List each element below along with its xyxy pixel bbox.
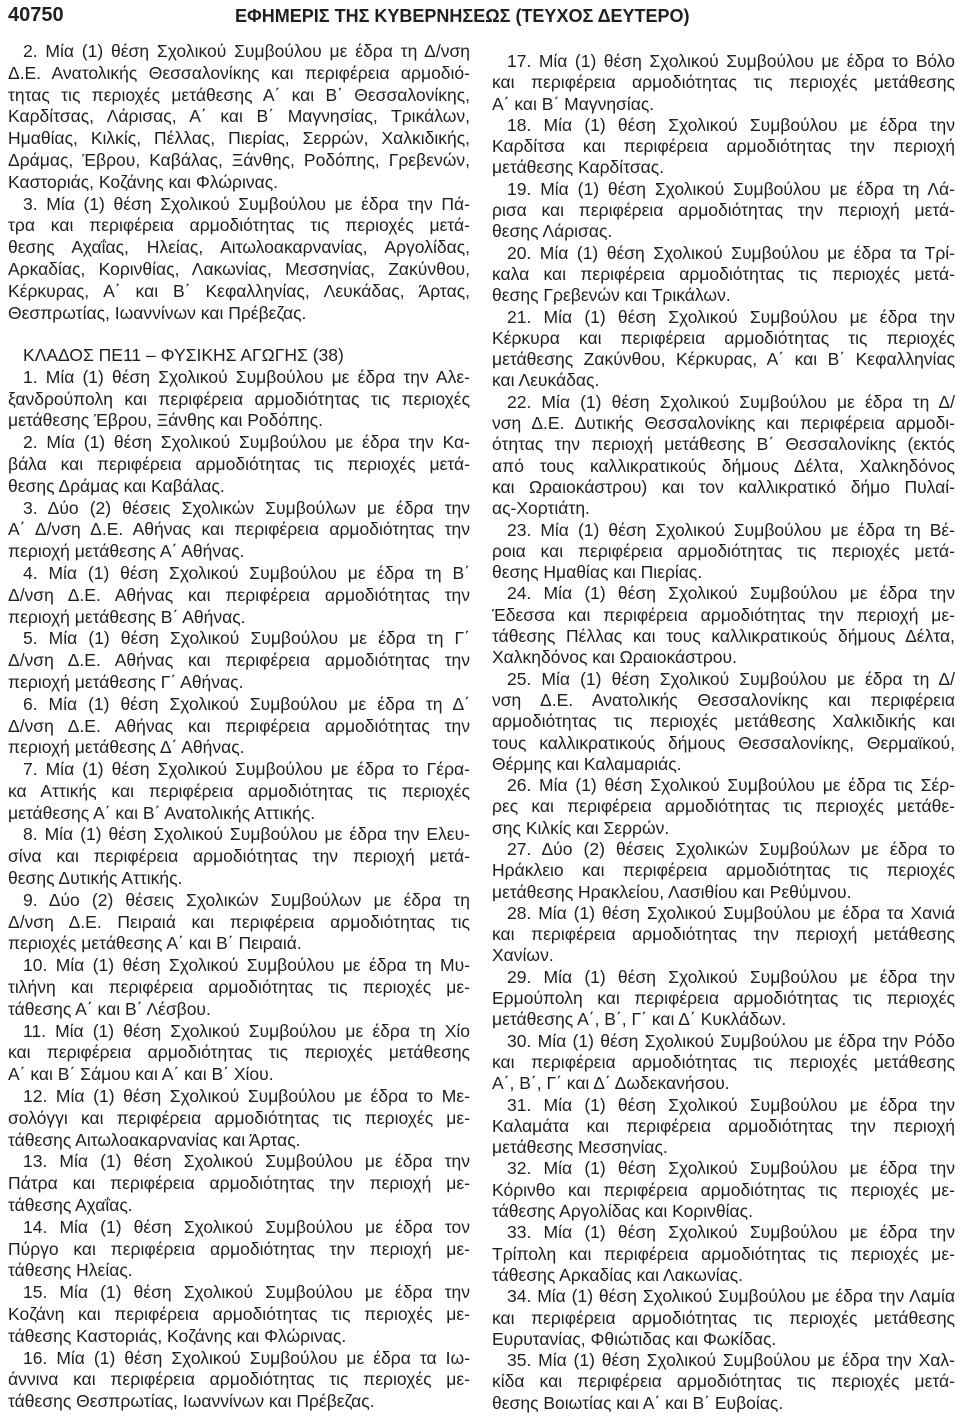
line-text: 9. Δύο (2) θέσεις Σχολικών Συμβούλων με έδρα τη xyxy=(23,889,470,910)
text-line xyxy=(492,349,955,370)
line-text: νση Δ.Ε. Δυτικής Θεσσαλονίκης και περιφέρεια αρμοδι- xyxy=(492,413,955,434)
left-column xyxy=(8,41,470,1413)
line-text: μετάθεσης Ηρακλείου, Λασιθίου και Ρεθύμνου. xyxy=(492,881,852,902)
text-line xyxy=(492,690,955,711)
text-line xyxy=(8,1369,470,1391)
text-line xyxy=(8,1195,470,1217)
text-line xyxy=(492,754,955,775)
text-line xyxy=(492,1073,955,1094)
line-text: μετάθεσης Καρδίτσας. xyxy=(492,157,665,178)
line-text: τάθεσης Αργολίδας και Κορινθίας. xyxy=(492,1201,753,1222)
text-line xyxy=(8,1021,470,1043)
line-text: τάθεσης Αρκαδίας και Λακωνίας. xyxy=(492,1264,743,1285)
line-text: 35. Μία (1) θέση Σχολικού Συμβούλου με έδρα την Χαλ- xyxy=(507,1350,955,1371)
paragraph xyxy=(8,890,470,955)
line-text: Καστοριάς, Κοζάνης και Φλώρινας. xyxy=(8,171,279,192)
text-line xyxy=(492,520,955,541)
text-line xyxy=(492,1031,955,1052)
paragraph xyxy=(492,903,955,967)
line-text: ροια και περιφέρεια αρμοδιότητας τις περιοχές μετά- xyxy=(492,540,955,561)
paragraph xyxy=(8,694,470,759)
line-text: 1. Μία (1) θέση Σχολικού Συμβούλου με έδρα την Αλε- xyxy=(23,366,470,387)
paragraph xyxy=(492,1286,955,1350)
line-text: τους καλλικρατικούς δήμους Θεσσαλονίκης, Θερμαϊκού, xyxy=(492,732,955,753)
line-text: 34. Μία (1) θέση Σχολικού Συμβούλου με έδρα την Λαμία xyxy=(507,1286,955,1307)
page-number: 40750 xyxy=(8,4,64,26)
text-line xyxy=(8,345,470,367)
text-line xyxy=(8,999,470,1021)
text-line xyxy=(8,737,470,759)
line-text: μετάθεσης Ζακύνθου, Κέρκυρας, Α΄ και Β΄ Κεφαλληνίας xyxy=(492,349,955,370)
paragraph xyxy=(492,307,955,392)
text-line xyxy=(8,389,470,411)
text-line xyxy=(8,367,470,389)
text-line xyxy=(8,1064,470,1086)
paragraph xyxy=(492,583,955,668)
line-text: περιοχές μετάθεσης Α΄ και Β΄ Πειραιά. xyxy=(8,933,302,954)
line-text: Τρίπολη και περιφέρεια αρμοδιότητας τις περιοχές με- xyxy=(492,1243,955,1264)
line-text: περιοχή μετάθεσης Β΄ Αθήνας. xyxy=(8,606,246,627)
text-line xyxy=(8,172,470,194)
text-line xyxy=(492,370,955,391)
text-line xyxy=(492,626,955,647)
text-line xyxy=(492,1137,955,1158)
line-text: και περιφέρεια αρμοδιότητας την περιοχή μετάθεσης xyxy=(492,924,955,945)
line-text: 17. Μία (1) θέση Σχολικού Συμβούλου με έδρα το Βόλο xyxy=(507,51,955,71)
text-line xyxy=(8,912,470,934)
text-line xyxy=(492,115,955,136)
line-text: 26. Μία (1) θέση Σχολικού Συμβούλου με έδρα τις Σέρ- xyxy=(507,775,955,796)
text-line xyxy=(8,1260,470,1282)
paragraph xyxy=(8,367,470,432)
text-line xyxy=(492,94,955,115)
line-text: Κέρκυρα και περιφέρεια αρμοδιότητας τις περιοχές xyxy=(492,327,955,348)
line-text: καλα και περιφέρεια αρμοδιότητας τις περιοχές μετά- xyxy=(492,263,955,284)
paragraph xyxy=(8,1021,470,1086)
text-line xyxy=(8,303,470,325)
line-text: σίνα και περιφέρεια αρμοδιότητας την περιοχή μετά- xyxy=(8,846,470,867)
text-line xyxy=(492,200,955,221)
gazette-title: ΕΦΗΜΕΡΙΣ ΤΗΣ ΚΥΒΕΡΝΗΣΕΩΣ (ΤΕΥΧΟΣ ΔΕΥΤΕΡΟ) xyxy=(235,6,690,26)
text-line xyxy=(492,924,955,945)
text-line xyxy=(492,307,955,328)
line-text: και περιφέρεια αρμοδιότητας τις περιοχές μετάθεσης xyxy=(492,1051,955,1072)
line-text: κίδα και περιφέρεια αρμοδιότητας τις περιοχές μετά- xyxy=(492,1371,955,1392)
line-text: τάθεσης Αιτωλοακαρνανίας και Άρτας. xyxy=(8,1129,301,1150)
line-text: 32. Μία (1) θέση Σχολικού Συμβούλου με έδρα την xyxy=(507,1158,955,1179)
line-text: 19. Μία (1) θέση Σχολικού Συμβούλου με έδρα τη Λά- xyxy=(507,178,955,199)
paragraph xyxy=(492,1031,955,1095)
text-line xyxy=(492,605,955,626)
line-text: τητας τις περιοχές μετάθεσης Α΄ και Β΄ Θεσσαλονίκης, xyxy=(8,84,470,105)
line-text: 10. Μία (1) θέση Σχολικού Συμβούλου με έδρα τη Μυ- xyxy=(23,955,470,976)
line-text: Αρκαδίας, Κορινθίας, Λακωνίας, Μεσσηνίας, Ζακύνθου, xyxy=(8,258,470,279)
line-text: Χαλκηδόνος και Ωραιοκάστρου. xyxy=(492,647,737,668)
text-line xyxy=(492,541,955,562)
line-text: Δράμας, Έβρου, Καβάλας, Ξάνθης, Ροδόπης, Γρεβενών, xyxy=(8,149,470,170)
line-text: περιοχή μετάθεσης Δ΄ Αθήνας. xyxy=(8,737,245,758)
text-line xyxy=(8,585,470,607)
text-line xyxy=(8,85,470,107)
line-text: 30. Μία (1) θέση Σχολικού Συμβούλου με έδρα την Ρόδο xyxy=(507,1030,955,1051)
paragraph xyxy=(8,432,470,497)
line-text: Καρδίτσας, Λάρισας, Α΄ και Β΄ Μαγνησίας, Τρικάλων, xyxy=(8,106,470,127)
text-line xyxy=(8,607,470,629)
line-text: Καλαμάτα και περιφέρεια αρμοδιότητας την περιοχή xyxy=(492,1115,955,1136)
text-line xyxy=(8,759,470,781)
text-line xyxy=(8,1348,470,1370)
line-text: Ηράκλειο και περιφέρεια αρμοδιότητας τις περιοχές xyxy=(492,860,955,881)
text-line xyxy=(492,988,955,1009)
text-line xyxy=(492,1158,955,1179)
paragraph xyxy=(492,669,955,775)
paragraph xyxy=(492,967,955,1031)
line-text: Θέρμης και Καλαμαριάς. xyxy=(492,753,682,774)
text-line xyxy=(492,1371,955,1392)
paragraph xyxy=(8,498,470,563)
paragraph xyxy=(8,563,470,628)
text-line xyxy=(8,1282,470,1304)
text-line xyxy=(492,839,955,860)
text-line xyxy=(8,933,470,955)
line-text: Θεσπρωτίας, Ιωαννίνων και Πρέβεζας. xyxy=(8,302,307,323)
text-line xyxy=(8,1239,470,1261)
paragraph xyxy=(8,759,470,824)
line-text: 7. Μία (1) θέση Σχολικού Συμβούλου με έδρα το Γέρα- xyxy=(23,759,470,780)
line-text: σης Κιλκίς και Σερρών. xyxy=(492,817,670,838)
line-text: τιλήνη και περιφέρεια αρμοδιότητας τις περιοχές με- xyxy=(8,977,470,998)
text-line xyxy=(8,281,470,303)
text-line xyxy=(8,541,470,563)
line-text: τάθεσης Καστοριάς, Κοζάνης και Φλώρινας. xyxy=(8,1325,347,1346)
line-text: Α΄ Δ/νση Δ.Ε. Αθήνας και περιφέρεια αρμοδιότητας την xyxy=(8,519,470,540)
text-line xyxy=(8,803,470,825)
line-text: άννινα και περιφέρεια αρμοδιότητας τις περιοχές με- xyxy=(8,1369,470,1390)
line-text: περιοχή μετάθεσης Γ΄ Αθήνας. xyxy=(8,671,244,692)
paragraph xyxy=(8,1348,470,1413)
line-text: 22. Μία (1) θέση Σχολικού Συμβούλου με έδρα τη Δ/ xyxy=(507,391,955,412)
line-text: τάθεσης Α΄ και Β΄ Λέσβου. xyxy=(8,998,211,1019)
text-line xyxy=(492,1009,955,1030)
line-text: Ερμούπολη και περιφέρεια αρμοδιότητας τις περιοχές xyxy=(492,988,955,1009)
text-line xyxy=(492,51,955,72)
text-line xyxy=(8,563,470,585)
line-text: τρα και περιφέρεια αρμοδιότητας τις περιοχές μετά- xyxy=(8,215,470,236)
line-text: 11. Μία (1) θέση Σχολικού Συμβούλου με έδρα τη Χίο xyxy=(23,1020,470,1041)
text-line xyxy=(8,955,470,977)
text-line xyxy=(8,694,470,716)
line-text: 29. Μία (1) θέση Σχολικού Συμβούλου με έδρα την xyxy=(507,966,955,987)
line-text: 4. Μία (1) θέση Σχολικού Συμβούλου με έδρα τη Β΄ xyxy=(23,562,470,583)
text-line xyxy=(492,285,955,306)
text-line xyxy=(492,945,955,966)
text-line xyxy=(492,562,955,583)
text-line xyxy=(8,128,470,150)
text-line xyxy=(492,1116,955,1137)
line-text: σολόγγι και περιφέρεια αρμοδιότητας τις περιοχές με- xyxy=(8,1107,470,1128)
paragraph xyxy=(492,392,955,520)
text-line xyxy=(8,1391,470,1413)
line-text: Κοζάνη και περιφέρεια αρμοδιότητας τις περιοχές με- xyxy=(8,1304,470,1325)
paragraph xyxy=(492,1222,955,1286)
line-text: 24. Μία (1) θέση Σχολικού Συμβούλου με έδρα την xyxy=(507,583,955,604)
text-line xyxy=(492,477,955,498)
text-line xyxy=(492,179,955,200)
text-line xyxy=(8,890,470,912)
line-text: Κέρκυρας, Α΄ και Β΄ Κεφαλληνίας, Λευκάδας, Άρτας, xyxy=(8,280,470,301)
text-line xyxy=(8,846,470,868)
line-text: 3. Δύο (2) θέσεις Σχολικών Συμβούλων με έδρα την xyxy=(23,497,470,518)
line-text: 16. Μία (1) θέση Σχολικού Συμβούλου με έδρα τα Ιω- xyxy=(23,1347,470,1368)
line-text: και περιφέρεια αρμοδιότητας τις περιοχές μετάθεσης xyxy=(492,1307,955,1328)
paragraph xyxy=(8,955,470,1020)
paragraph xyxy=(8,1151,470,1216)
line-text: 15. Μία (1) θέση Σχολικού Συμβούλου με έδρα την xyxy=(23,1282,470,1303)
line-text: 6. Μία (1) θέση Σχολικού Συμβούλου με έδρα τη Δ΄ xyxy=(23,693,470,714)
line-text: 5. Μία (1) θέση Σχολικού Συμβούλου με έδρα τη Γ΄ xyxy=(23,628,470,649)
text-line xyxy=(8,868,470,890)
text-line xyxy=(492,1095,955,1116)
text-line xyxy=(8,476,470,498)
text-line xyxy=(492,1180,955,1201)
text-line xyxy=(8,63,470,85)
text-line xyxy=(492,796,955,817)
text-line xyxy=(492,456,955,477)
line-text: 21. Μία (1) θέση Σχολικού Συμβούλου με έδρα την xyxy=(507,306,955,327)
text-line xyxy=(8,1326,470,1348)
section-heading xyxy=(8,345,470,367)
line-text: 18. Μία (1) θέση Σχολικού Συμβούλου με έδρα την xyxy=(507,114,955,135)
line-text: 28. Μία (1) θέση Σχολικού Συμβούλου με έδρα τα Χανιά xyxy=(507,902,955,923)
line-text: ξανδρούπολη και περιφέρεια αρμοδιότητας τις περιοχές xyxy=(8,388,470,409)
text-line xyxy=(492,72,955,93)
line-text: βάλα και περιφέρεια αρμοδιότητας τις περιοχές μετά- xyxy=(8,453,470,474)
text-line xyxy=(8,716,470,738)
text-line xyxy=(492,1308,955,1329)
line-text: Δ/νση Δ.Ε. Αθήνας και περιφέρεια αρμοδιότητας την xyxy=(8,650,470,671)
line-text: τάθεσης Θεσπρωτίας, Ιωαννίνων και Πρέβεζας. xyxy=(8,1391,375,1412)
paragraph xyxy=(492,1095,955,1159)
text-line xyxy=(492,392,955,413)
text-line xyxy=(8,650,470,672)
line-text: Καρδίτσα και περιφέρεια αρμοδιότητας την περιοχή xyxy=(492,136,955,157)
text-line xyxy=(492,775,955,796)
text-line xyxy=(492,860,955,881)
line-text: 27. Δύο (2) θέσεις Σχολικών Συμβούλων με έδρα το xyxy=(507,838,955,859)
text-line xyxy=(492,136,955,157)
line-text: 2. Μία (1) θέση Σχολικού Συμβούλου με έδρα τη Δ/νση xyxy=(23,41,470,61)
line-text: Έδεσσα και περιφέρεια αρμοδιότητας την περιοχή με- xyxy=(492,604,955,625)
text-line xyxy=(492,221,955,242)
text-line xyxy=(8,824,470,846)
paragraph xyxy=(8,41,470,194)
text-line xyxy=(492,733,955,754)
text-line xyxy=(492,903,955,924)
line-text: 14. Μία (1) θέση Σχολικού Συμβούλου με έδρα τον xyxy=(23,1216,470,1237)
line-text: Χανίων. xyxy=(492,945,554,966)
right-column xyxy=(492,51,955,1414)
paragraph xyxy=(492,51,955,115)
line-text: μετάθεσης Μεσσηνίας. xyxy=(492,1137,668,1158)
line-text: Δ/νση Δ.Ε. Αθήνας και περιφέρεια αρμοδιότητας την xyxy=(8,584,470,605)
paragraph xyxy=(492,1158,955,1222)
text-line xyxy=(8,150,470,172)
text-line xyxy=(8,41,470,63)
text-line xyxy=(492,1350,955,1371)
text-line xyxy=(492,1222,955,1243)
text-line xyxy=(8,519,470,541)
line-text: Δ.Ε. Ανατολικής Θεσσαλονίκης και περιφέρεια αρμοδιό- xyxy=(8,62,470,83)
line-text: Α΄, Β΄, Γ΄ και Δ΄ Δωδεκανήσου. xyxy=(492,1073,730,1094)
line-text: Δ/νση Δ.Ε. Αθήνας και περιφέρεια αρμοδιότητας την xyxy=(8,715,470,736)
line-text: ΚΛΑΔΟΣ ΠΕ11 – ΦΥΣΙΚΗΣ ΑΓΩΓΗΣ (38) xyxy=(23,344,344,365)
text-line xyxy=(492,1286,955,1307)
line-text: Πύργο και περιφέρεια αρμοδιότητας την περιοχή με- xyxy=(8,1238,470,1259)
paragraph xyxy=(8,1282,470,1347)
line-text: κα Αττικής και περιφέρεια αρμοδιότητας τις περιοχές xyxy=(8,780,470,801)
line-text: θεσης Βοιωτίας και Α΄ και Β΄ Ευβοίας. xyxy=(492,1392,784,1413)
line-text: 13. Μία (1) θέση Σχολικού Συμβούλου με έδρα την xyxy=(23,1151,470,1172)
line-text: 23. Μία (1) θέση Σχολικού Συμβούλου με έδρα τη Βέ- xyxy=(507,519,955,540)
text-line xyxy=(492,1052,955,1073)
line-text: 12. Μία (1) θέση Σχολικού Συμβούλου με έδρα το Με- xyxy=(23,1086,470,1107)
line-text: 3. Μία (1) θέση Σχολικού Συμβούλου με έδρα την Πά- xyxy=(23,193,470,214)
line-text: θεσης Δυτικής Αττικής. xyxy=(8,868,183,889)
text-line xyxy=(492,1201,955,1222)
text-line xyxy=(8,1108,470,1130)
line-text: ότητας την περιοχή μετάθεσης Β΄ Θεσσαλονίκης (εκτός xyxy=(492,434,955,455)
line-text: θεσης Δράμας και Καβάλας. xyxy=(8,475,225,496)
text-line xyxy=(492,264,955,285)
text-line xyxy=(492,1329,955,1350)
line-text: θεσης Λάρισας. xyxy=(492,221,613,242)
line-text: περιοχή μετάθεσης Α΄ Αθήνας. xyxy=(8,541,245,562)
paragraph xyxy=(492,775,955,839)
text-line xyxy=(492,243,955,264)
paragraph xyxy=(492,179,955,243)
text-line xyxy=(8,1042,470,1064)
text-line xyxy=(492,413,955,434)
line-text: και Λευκάδας. xyxy=(492,370,600,391)
line-text: και περιφέρεια αρμοδιότητας τις περιοχές μετάθεσης xyxy=(492,72,955,93)
text-line xyxy=(8,106,470,128)
line-text: τάθεσης Ηλείας. xyxy=(8,1260,133,1281)
paragraph xyxy=(8,194,470,325)
line-text: Ημαθίας, Κιλκίς, Πέλλας, Πιερίας, Σερρών, Χαλκιδικής, xyxy=(8,128,470,149)
line-text: Α΄ και Β΄ Σάμου και Α΄ και Β΄ Χίου. xyxy=(8,1064,274,1085)
text-line xyxy=(492,157,955,178)
text-line xyxy=(492,498,955,519)
line-text: θεσης Ημαθίας και Πιερίας. xyxy=(492,562,703,583)
text-line xyxy=(8,1130,470,1152)
paragraph xyxy=(8,1217,470,1282)
text-line xyxy=(492,711,955,732)
text-line xyxy=(8,498,470,520)
text-line xyxy=(8,432,470,454)
line-text: 33. Μία (1) θέση Σχολικού Συμβούλου με έδρα την xyxy=(507,1222,955,1243)
text-line xyxy=(8,781,470,803)
line-text: και Ωραιοκάστρου) και τον καλλικρατικό δήμο Πυλαί- xyxy=(492,476,955,497)
line-text: 31. Μία (1) θέση Σχολικού Συμβούλου με έδρα την xyxy=(507,1094,955,1115)
line-text: Ευρυτανίας, Φθιώτιδας και Φωκίδας. xyxy=(492,1328,777,1349)
text-line xyxy=(8,1304,470,1326)
text-line xyxy=(8,628,470,650)
line-text: ας-Χορτιάτη. xyxy=(492,498,590,519)
text-line xyxy=(8,259,470,281)
paragraph xyxy=(492,243,955,307)
text-line xyxy=(492,1265,955,1286)
line-text: 25. Μία (1) θέση Σχολικού Συμβούλου με έδρα τη Δ/ xyxy=(507,668,955,689)
paragraph xyxy=(8,1086,470,1151)
paragraph xyxy=(492,839,955,903)
line-text: τάθεσης Πέλλας και τους καλλικρατικούς δήμους Δέλτα, xyxy=(492,626,955,647)
text-line xyxy=(492,328,955,349)
text-line xyxy=(8,1173,470,1195)
paragraph xyxy=(8,824,470,889)
text-line xyxy=(492,1393,955,1414)
line-text: νση Δ.Ε. Ανατολικής Θεσσαλονίκης και περιφέρεια xyxy=(492,689,955,710)
line-text: από τους καλλικρατικούς δήμους Δέλτα, Χαλκηδόνος xyxy=(492,455,955,476)
text-line xyxy=(8,1086,470,1108)
line-text: 20. Μία (1) θέση Σχολικού Συμβούλου με έδρα τα Τρί- xyxy=(507,242,955,263)
line-text: 8. Μία (1) θέση Σχολικού Συμβούλου με έδρα την Ελευ- xyxy=(23,824,470,845)
text-line xyxy=(492,882,955,903)
text-line xyxy=(492,1244,955,1265)
text-line xyxy=(8,215,470,237)
line-text: αρμοδιότητας τις περιοχές μετάθεσης Χαλκιδικής και xyxy=(492,711,955,732)
text-line xyxy=(8,237,470,259)
line-text: Πάτρα και περιφέρεια αρμοδιότητας την περιοχή με- xyxy=(8,1173,470,1194)
text-line xyxy=(492,434,955,455)
line-text: θεσης Αχαΐας, Ηλείας, Αιτωλοακαρνανίας, Αργολίδας, xyxy=(8,237,470,258)
paragraph xyxy=(492,520,955,584)
line-text: τάθεσης Αχαΐας. xyxy=(8,1195,133,1216)
text-line xyxy=(492,818,955,839)
line-text: και περιφέρεια αρμοδιότητας τις περιοχές μετάθεσης xyxy=(8,1042,470,1063)
text-line xyxy=(8,672,470,694)
text-line xyxy=(492,647,955,668)
text-line xyxy=(8,454,470,476)
text-line xyxy=(8,194,470,216)
line-text: μετάθεσης Α΄ και Β΄ Ανατολικής Αττικής. xyxy=(8,802,316,823)
paragraph xyxy=(492,1350,955,1414)
line-text: Δ/νση Δ.Ε. Πειραιά και περιφέρεια αρμοδιότητας τις xyxy=(8,911,470,932)
text-line xyxy=(8,977,470,999)
line-text: Α΄ και Β΄ Μαγνησίας. xyxy=(492,93,655,114)
text-line xyxy=(492,967,955,988)
text-line xyxy=(8,1151,470,1173)
text-line xyxy=(8,410,470,432)
paragraph xyxy=(492,115,955,179)
text-line xyxy=(492,583,955,604)
line-text: μετάθεσης Έβρου, Ξάνθης και Ροδόπης. xyxy=(8,410,323,431)
line-text: ρισα και περιφέρεια αρμοδιότητας την περιοχή μετά- xyxy=(492,200,955,221)
line-text: ρες και περιφέρεια αρμοδιότητας τις περιοχές μετάθε- xyxy=(492,796,955,817)
line-text: 2. Μία (1) θέση Σχολικού Συμβούλου με έδρα την Κα- xyxy=(23,432,470,453)
line-text: θεσης Γρεβενών και Τρικάλων. xyxy=(492,285,731,306)
paragraph xyxy=(8,628,470,693)
line-text: Κόρινθο και περιφέρεια αρμοδιότητας τις περιοχές με- xyxy=(492,1179,955,1200)
text-line xyxy=(8,1217,470,1239)
text-line xyxy=(492,669,955,690)
line-text: μετάθεσης Α΄, Β΄, Γ΄ και Δ΄ Κυκλάδων. xyxy=(492,1009,787,1030)
